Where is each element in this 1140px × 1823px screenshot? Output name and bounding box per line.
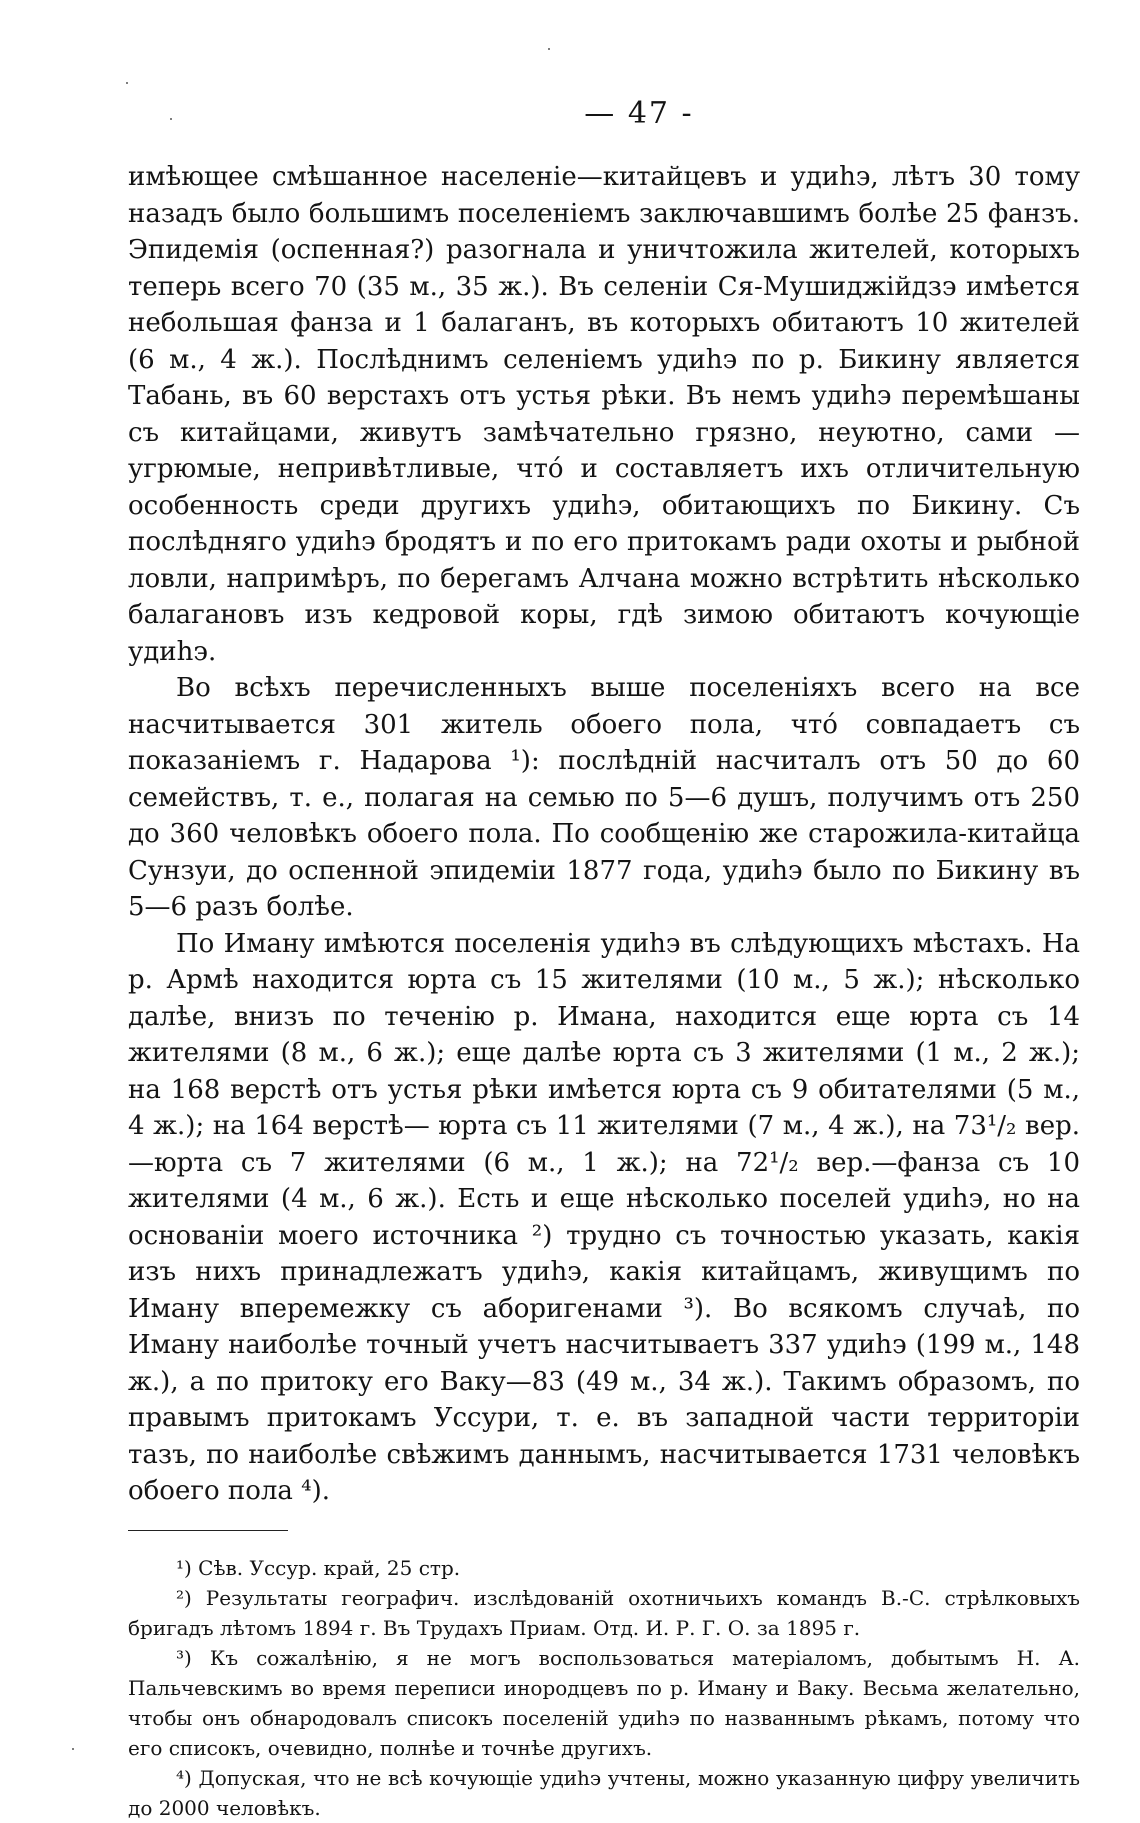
footnote-1: ¹) Сѣв. Уссур. край, 25 стр. (176, 1555, 461, 1580)
main-text (128, 159, 1080, 1510)
footnote-divider (128, 1530, 288, 1531)
footnote-4: ⁴) Допуская, что не всѣ кочующіе удиhэ учтены, можно указанную цифру увеличить до 2000 человѣкъ. (128, 1765, 1080, 1820)
footnotes (128, 1553, 1080, 1823)
paragraph-continuation: имѣющее смѣшанное населеніе—китайцевъ и удиhэ, лѣтъ 30 тому назадъ было большимъ поселеніемъ заключавшимъ болѣе 25 фанзъ. Эпидемія (оспенная?) разогнала и уничтожила жителей, которыхъ теперь всего 70 (35 м., 35 ж.). Въ селеніи Ся-Мушиджійдзэ имѣется небольшая фанза и 1 балаганъ, въ которыхъ обитаютъ 10 жителей (6 м., 4 ж.). Послѣднимъ селеніемъ удиhэ по р. Бикину является Табань, въ 60 верстахъ отъ устья рѣки. Въ немъ удиhэ перемѣшаны съ китайцами, живутъ замѣчательно грязно, неуютно, сами — угрюмые, непривѣтливые, чтó и составляетъ ихъ отличительную особенность среди другихъ удиhэ, обитающихъ по Бикину. Съ послѣдняго удиhэ бродятъ и по его притокамъ ради охоты и рыбной ловли, напримѣръ, по берегамъ Алчана можно встрѣтить нѣсколько балагановъ изъ кедровой коры, гдѣ зимою обитаютъ кочующіе удиhэ. (128, 162, 1080, 667)
footnote-2: ²) Результаты географич. изслѣдованій охотничьихъ командъ В.-С. стрѣлковыхъ бригадъ лѣтомъ 1894 г. Въ Трудахъ Приам. Отд. И. Р. Г. О. за 1895 г. (128, 1585, 1080, 1640)
book-page (128, 96, 1080, 1823)
paragraph-iman-settlements: По Иману имѣются поселенія удиhэ въ слѣдующихъ мѣстахъ. На р. Армѣ находится юрта съ 15 жителями (10 м., 5 ж.); нѣсколько далѣе, внизъ по теченію р. Имана, находится еще юрта съ 14 жителями (8 м., 6 ж.); еще далѣе юрта съ 3 жителями (1 м., 2 ж.); на 168 верстѣ отъ устья рѣки имѣется юрта съ 9 обитателями (5 м., 4 ж.); на 164 верстѣ— юрта съ 11 жителями (7 м., 4 ж.), на 73¹/₂ вер.—юрта съ 7 жителями (6 м., 1 ж.); на 72¹/₂ вер.—фанза съ 10 жителями (4 м., 6 ж.). Есть и еще нѣсколько поселей удиhэ, но на основаніи моего источника ²) трудно съ точностью указать, какія изъ нихъ принадлежатъ удиhэ, какія китайцамъ, живущимъ по Иману вперемежку съ аборигенами ³). Во всякомъ случаѣ, по Иману наиболѣе точный учетъ насчитываетъ 337 удиhэ (199 м., 148 ж.), а по притоку его Ваку—83 (49 м., 34 ж.). Такимъ образомъ, по правымъ притокамъ Уссури, т. е. въ западной части территоріи тазъ, по наиболѣе свѣжимъ даннымъ, насчитывается 1731 человѣкъ обоего пола ⁴). (128, 928, 1080, 1506)
footnote-3: ³) Къ сожалѣнію, я не могъ воспользоваться матеріаломъ, добытымъ Н. А. Пальчевскимъ во время переписи инородцевъ по р. Иману и Ваку. Весьма желательно, чтобы онъ обнародовалъ списокъ поселеній удиhэ по названнымъ рѣкамъ, потому что его списокъ, очевидно, полнѣе и точнѣе другихъ. (128, 1645, 1080, 1760)
paragraph-bikin-count: Во всѣхъ перечисленныхъ выше поселеніяхъ всего на все насчитывается 301 житель обоего пола, чтó совпадаетъ съ показаніемъ г. Надарова ¹): послѣдній насчиталъ отъ 50 до 60 семействъ, т. е., полагая на семью по 5—6 душъ, получимъ отъ 250 до 360 человѣкъ обоего пола. По сообщенію же старожила-китайца Сунзуи, до оспенной эпидеміи 1877 года, удиhэ было по Бикину въ 5—6 разъ болѣе. (128, 673, 1080, 922)
page-number: — 47 - (584, 96, 694, 131)
